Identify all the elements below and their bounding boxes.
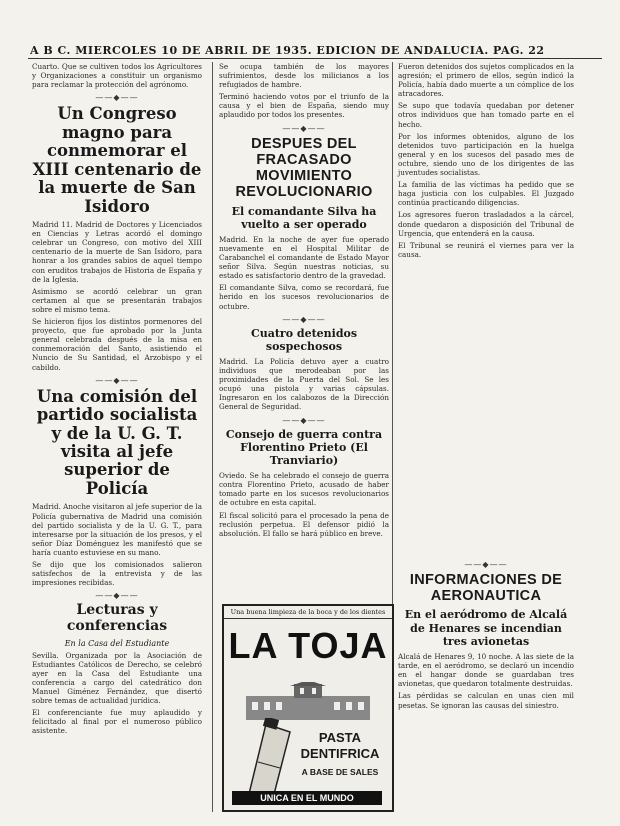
toothpaste-tube-icon xyxy=(242,718,302,802)
page-header: A B C. MIERCOLES 10 DE ABRIL DE 1935. EDICION DE ANDALUCIA. PAG. 22 xyxy=(30,44,545,57)
lectures-headline: Lecturas y conferencias xyxy=(66,602,168,634)
la-toja-advertisement xyxy=(222,604,394,812)
column-3 xyxy=(398,62,574,262)
separator: ——◆—— xyxy=(95,93,139,103)
intro-paragraph: Cuarto. Que se cultiven todos los Agricultores y Organizaciones a constituir un organismo para reclamar la protección del agrónomo. xyxy=(32,62,202,90)
article-paragraph: Terminó haciendo votos por el triunfo de la causa y el bien de España, siendo muy aplaudido por todos los presentes. xyxy=(219,92,389,120)
aeronautics-headline: INFORMACIONES DE AERONAUTICA xyxy=(409,572,563,605)
aeronautics-section xyxy=(398,556,574,713)
ad-line: A BASE DE SALES xyxy=(301,767,379,778)
article-paragraph: La familia de las víctimas ha pedido que se haga justicia con los culpables. El Juzgado continúa practicando diligencias. xyxy=(398,180,574,208)
article-paragraph: El Tribunal se reunirá el viernes para ver la causa. xyxy=(398,240,574,259)
separator: ——◆—— xyxy=(282,415,326,425)
header-rule xyxy=(28,58,602,59)
consejo-paragraph: El fiscal solicitó para el procesado la pena de reclusión perpetua. El defensor pidió la absolución. El fallo se hará público en breve. xyxy=(219,510,389,538)
article-paragraph: Fueron detenidos dos sujetos complicados en la agresión; el primero de ellos, según indicó la Policía, había dado muerte a un cómplice de los atracadores. xyxy=(398,62,574,99)
article-paragraph: Se supo que todavía quedaban por detener otros individuos que han tomado parte en el hecho. xyxy=(398,101,574,129)
congress-paragraph: Asimismo se acordó celebrar un gran certamen al que se presentarán trabajos sobre el mismo tema. xyxy=(32,286,202,314)
detenidos-paragraph: Madrid. La Policía detuvo ayer a cuatro individuos que merodeaban por las proximidades de la Puerta del Sol. Se les ocupó una pistola y varias cápsulas. Ingresaron en los calabozos de la Dirección General de Seguridad. xyxy=(219,357,389,412)
ad-line: PASTA xyxy=(318,730,362,745)
column-2 xyxy=(219,62,389,541)
aeronautics-subheadline: En el aeródromo de Alcalá de Henares se incendian tres avionetas xyxy=(404,608,568,648)
lectures-subtitle: En la Casa del Estudiante xyxy=(64,638,170,648)
separator: ——◆—— xyxy=(95,375,139,385)
silva-headline: DESPUES DEL FRACASADO MOVIMIENTO REVOLUCIONARIO xyxy=(235,135,373,201)
commission-paragraph: Madrid. Anoche visitaron al jefe superior de la Policía gubernativa de Madrid una comisión del partido socialista y de la U. G. T., para interesarse por la situación de los presos, y el señor Díaz Doménguez les manifestó que se haría cuanto estuviese en su mano. xyxy=(32,502,202,557)
lectures-paragraph: El conferenciante fue muy aplaudido y felicitado al final por el numeroso público asistente. xyxy=(32,708,202,736)
congress-paragraph: Se hicieron fijos los distintos pormenores del proyecto, que fue aprobado por la Junta general celebrada después de la misa en conmemoración del Santo, asistiendo el Nuncio de Su Santidad, el Arzobispo y el cabildo. xyxy=(32,317,202,372)
commission-headline: Una comisión del partido socialista y de la U. G. T. visita al jefe superior de Policía xyxy=(36,386,198,498)
detenidos-headline: Cuatro detenidos sospechosos xyxy=(250,326,358,353)
ad-tagline: Una buena limpieza de la boca y de los dientes xyxy=(224,606,392,619)
aeronautics-paragraph: Alcalá de Henares 9, 10 noche. A las siete de la tarde, en el aeródromo, se declaró un incendio en el hangar donde se guardaban tres avionetas, que quedaron totalmente destruidas. xyxy=(398,652,574,689)
article-paragraph: Los agresores fueron trasladados a la cárcel, donde quedaron a disposición del Tribunal de Urgencia, que entenderá en la causa. xyxy=(398,210,574,238)
article-paragraph: Por los informes obtenidos, alguno de los detenidos tuvo participación en la huelga general y en los sucesos del pasado mes de octubre, siendo uno de los dirigentes de las juventudes socialistas. xyxy=(398,131,574,178)
silva-subheadline: El comandante Silva ha vuelto a ser operado xyxy=(231,204,377,231)
ad-line: DENTIFRICA xyxy=(300,745,380,761)
article-paragraph: Se ocupa también de los mayores sufrimientos, desde los milicianos a los refugiados de hambre. xyxy=(219,62,389,90)
ad-brand: LA TOJA xyxy=(228,625,388,666)
separator: ——◆—— xyxy=(282,314,326,324)
consejo-paragraph: Oviedo. Se ha celebrado el consejo de guerra contra Florentino Prieto, acusado de haber tomado parte en los sucesos revolucionarios de octubre en esta capital. xyxy=(219,471,389,508)
separator: ——◆—— xyxy=(464,560,508,569)
ad-product-text xyxy=(294,730,386,777)
column-divider xyxy=(212,62,213,812)
column-1 xyxy=(32,62,202,738)
commission-paragraph: Se dijo que los comisionados salieron satisfechos de la entrevista y de las impresiones recibidas. xyxy=(32,559,202,588)
silva-paragraph: El comandante Silva, como se recordará, fue herido en los sucesos revolucionarios de octubre. xyxy=(219,283,389,311)
lectures-paragraph: Sevilla. Organizada por la Asociación de Estudiantes Católicos de Derecho, se celebró ayer en la Casa del Estudiante una conferencia a cargo del catedrático don Manuel Giménez Fernández, que disertó sobre temas de actualidad jurídica. xyxy=(32,650,202,706)
congress-headline: Un Congreso magno para conmemorar el XIII centenario de la muerte de San Isidoro xyxy=(32,104,202,216)
separator: ——◆—— xyxy=(282,123,326,133)
ad-footer: UNICA EN EL MUNDO xyxy=(232,791,382,805)
building-illustration-icon xyxy=(240,682,376,722)
silva-paragraph: Madrid. En la noche de ayer fue operado nuevamente en el Hospital Militar de Carabanchel el comandante de Estado Mayor señor Silva. Según nuestras noticias, su estado es satisfactorio dentro de la gravedad. xyxy=(219,234,389,281)
consejo-headline: Consejo de guerra contra Florentino Prieto (El Tranviario) xyxy=(225,427,383,467)
separator: ——◆—— xyxy=(95,591,139,601)
congress-paragraph: Madrid 11. Madrid de Doctores y Licenciados en Ciencias y Letras acordó el domingo celebrar un Congreso, con motivo del XIII centenario de la muerte de San Isidoro, para honrar a los grandes sabios de aquel tiempo con eruditos trabajos de Historia de España y de la Iglesia. xyxy=(32,220,202,284)
aeronautics-paragraph: Las pérdidas se calculan en unas cien mil pesetas. Se ignoran las causas del siniestro. xyxy=(398,691,574,710)
